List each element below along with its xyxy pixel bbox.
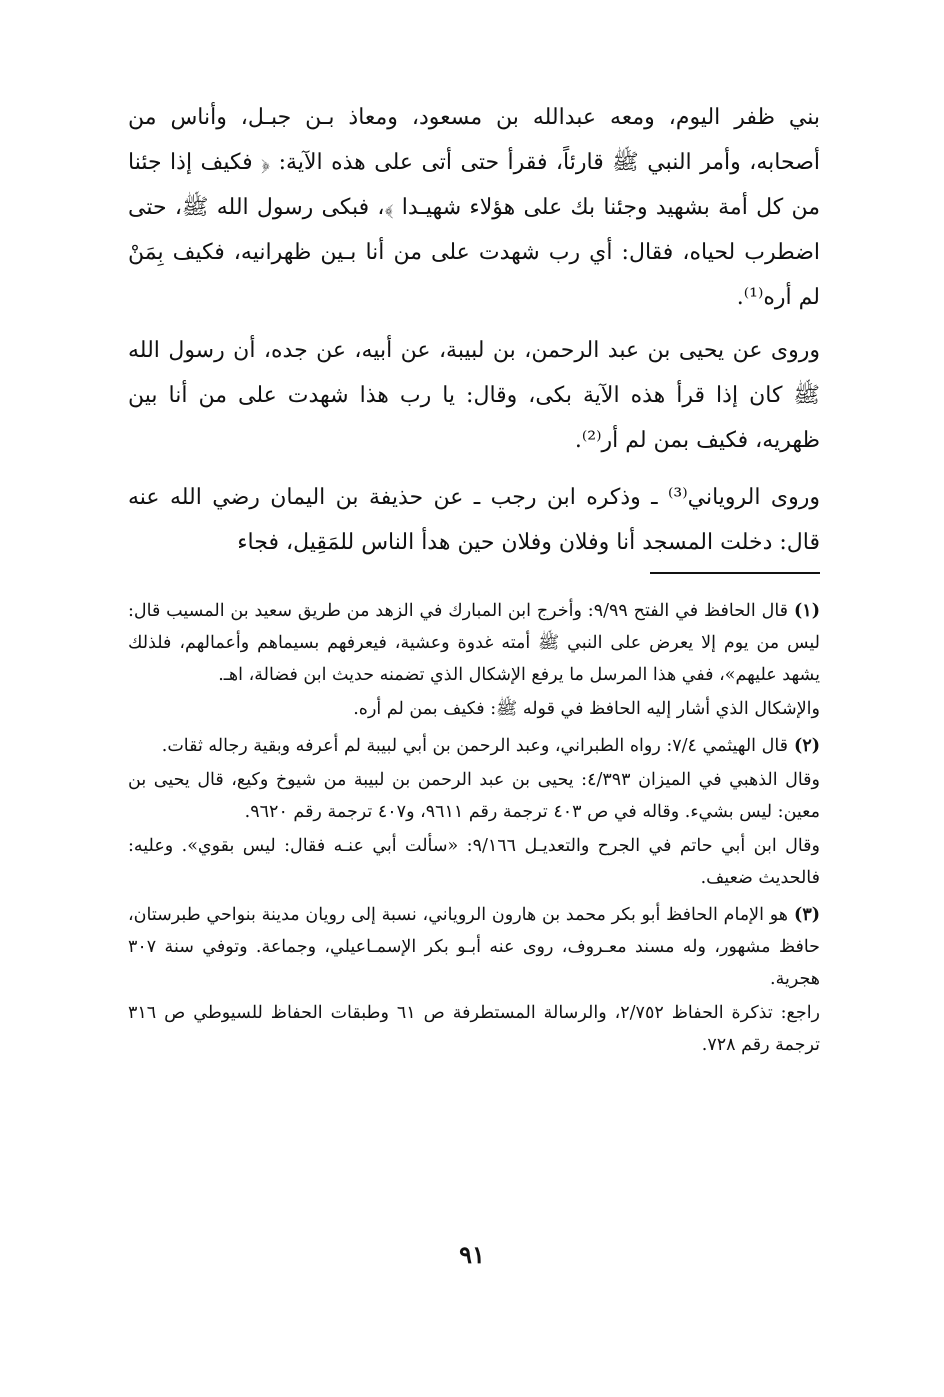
paragraph-1: بني ظفر اليوم، ومعه عبدالله بن مسعود، ومعاذ بـن جبـل، وأناس من أصحابه، وأمر النبي ﷺ قارئاً، فقرأ حتى أتى على هذه الآية: ﴿ فكيف إذا جئنا من كل أمة بشهيد وجئنا بك على هؤلاء شهيـدا ﴾، فبكى رسول الله ﷺ، حتى اضطرب لحياه، فقال: أي رب شهدت على من أنا بـين ظهرانيه، فكيف بِمَنْ لم أره⁽¹⁾. (128, 105, 820, 310)
footnote-number: (٢) (794, 736, 820, 756)
footnote-number: (٣) (794, 905, 820, 925)
footnote-3 (128, 899, 820, 1061)
footnote-text: راجع: تذكرة الحفاظ ٢/٧٥٢، والرسالة المستطرفة ص ٦١ وطبقات الحفاظ للسيوطي ص ٣١٦ ترجمة رقم ٧٢٨. (128, 1003, 821, 1055)
paragraph-3: وروى الروياني⁽³⁾ ـ وذكره ابن رجب ـ عن حذيفة بن اليمان رضي الله عنه قال: دخلت المسجد أنا وفلان وفلان حين هدأ الناس للمَقِيل، فجاء (128, 485, 820, 555)
footnote-text: هو الإمام الحافظ أبو بكر محمد بن هارون الروياني، نسبة إلى رويان مدينة بنواحي طبرستان، حافظ مشهور، وله مسند معـروف، روى عنه أبـو بكر الإسمـاعيلي، وجماعة. وتوفي سنة ٣٠٧ هجرية. (128, 905, 820, 989)
footnote-1 (128, 595, 820, 725)
footnote-text: والإشكال الذي أشار إليه الحافظ في قوله ﷺ: فكيف بمن لم أره. (353, 699, 820, 719)
page-number: ٩١ (459, 1240, 485, 1269)
footnote-text: وقال الذهبي في الميزان ٤/٣٩٣: يحيى بن عبد الرحمن بن لبيبة من شيوخ وكيع، قال يحيى بن معين: ليس بشيء. وقاله في ص ٤٠٣ ترجمة رقم ٩٦١١، و٤٠٧ ترجمة رقم ٩٦٢٠. (128, 770, 820, 822)
main-text (128, 95, 820, 573)
footnote-text: وقال ابن أبي حاتم في الجرح والتعديـل ٩/١٦٦: «سألت أبي عنـه فقال: ليس بقوي». وعليه: فالحديث ضعيف. (128, 836, 820, 888)
footnote-2 (128, 730, 820, 894)
paragraph-2: وروى عن يحيى بن عبد الرحمن، بن لبيبة، عن أبيه، عن جده، أن رسول الله ﷺ كان إذا قرأ هذه الآية بكى، وقال: يا رب هذا شهدت على من أنا بين ظهريه، فكيف بمن لم أر⁽²⁾. (128, 338, 820, 453)
footnote-number: (١) (794, 601, 820, 621)
footnotes (128, 595, 820, 1066)
footnote-text: قال الهيثمي ٧/٤: رواه الطبراني، وعبد الرحمن بن أبي لبيبة لم أعرفه وبقية رجاله ثقات. (161, 736, 789, 756)
footnote-separator (650, 572, 820, 574)
footnote-text: قال الحافظ في الفتح ٩/٩٩: وأخرج ابن المبارك في الزهد من طريق سعيد بن المسيب قال: ليس من يوم إلا يعرض على النبي ﷺ أمته غدوة وعشية، فيعرفهم بسيماهم وأعمالهم، فلذلك يشهد عليهم»، ففي هذا المرسل ما يرفع الإشكال الذي تضمنه حديث ابن فضالة، اهـ. (128, 601, 820, 685)
